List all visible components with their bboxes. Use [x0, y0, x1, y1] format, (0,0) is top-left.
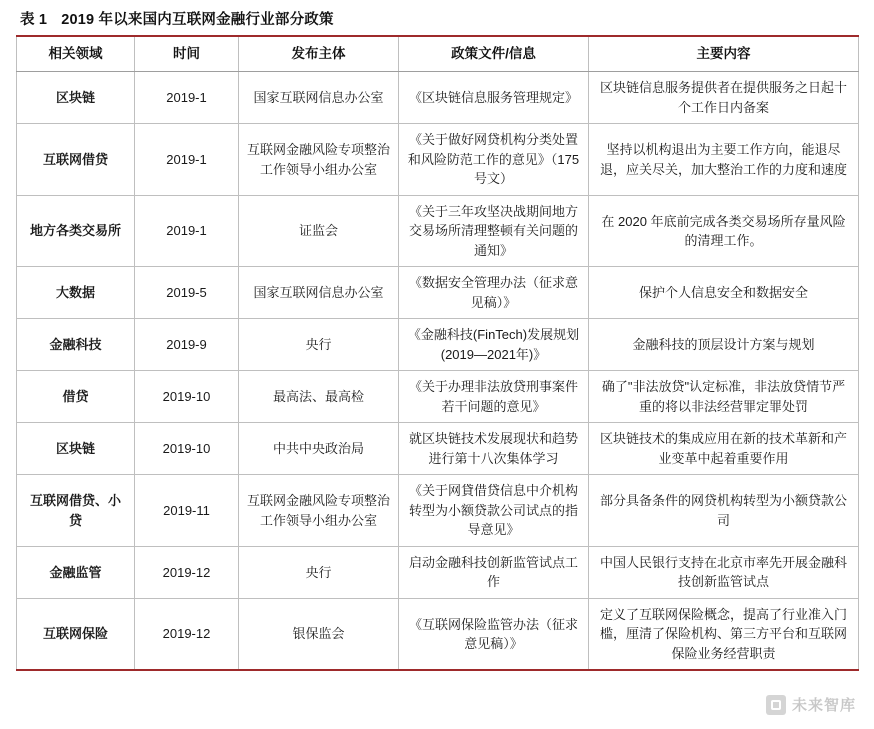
cell-document: 《关于做好网贷机构分类处置和风险防范工作的意见》（175 号文）: [399, 124, 589, 196]
caption-title: 2019 年以来国内互联网金融行业部分政策: [61, 12, 334, 28]
cell-issuer: 证监会: [239, 195, 399, 267]
cell-document: 《关于网貸借贷信息中介机构转型为小额贷款公司试点的指导意见》: [399, 475, 589, 547]
column-header-time: 时间: [135, 36, 239, 72]
table-caption: [16, 6, 858, 35]
cell-issuer: 银保监会: [239, 598, 399, 670]
cell-time: 2019-10: [135, 371, 239, 423]
cell-field: 金融科技: [17, 319, 135, 371]
cell-document: 《区块链信息服务管理规定》: [399, 72, 589, 124]
table-row: [17, 423, 859, 475]
cell-document: 《互联网保险监管办法（征求意见稿）》: [399, 598, 589, 670]
column-header-content: 主要内容: [589, 36, 859, 72]
table-row: [17, 598, 859, 670]
cell-issuer: 央行: [239, 319, 399, 371]
cell-time: 2019-10: [135, 423, 239, 475]
cell-time: 2019-12: [135, 598, 239, 670]
cell-document: 《数据安全管理办法（征求意见稿）》: [399, 267, 589, 319]
cell-document: 《金融科技(FinTech)发展规划(2019—2021年)》: [399, 319, 589, 371]
cell-issuer: 最高法、最高检: [239, 371, 399, 423]
table-head: [17, 36, 859, 72]
square-logo-icon: [766, 695, 786, 715]
cell-field: 借贷: [17, 371, 135, 423]
cell-time: 2019-11: [135, 475, 239, 547]
cell-content: 区块链技术的集成应用在新的技术革新和产业变革中起着重要作用: [589, 423, 859, 475]
table-row: [17, 319, 859, 371]
cell-time: 2019-1: [135, 195, 239, 267]
column-header-document: 政策文件/信息: [399, 36, 589, 72]
cell-content: 保护个人信息安全和数据安全: [589, 267, 859, 319]
cell-field: 金融监管: [17, 546, 135, 598]
table-row: [17, 371, 859, 423]
cell-content: 坚持以机构退出为主要工作方向，能退尽退，应关尽关，加大整治工作的力度和速度: [589, 124, 859, 196]
watermark: [766, 694, 856, 715]
table-body: [17, 72, 859, 671]
table-row: [17, 546, 859, 598]
cell-field: 大数据: [17, 267, 135, 319]
cell-content: 部分具备条件的网贷机构转型为小额贷款公司: [589, 475, 859, 547]
cell-issuer: 央行: [239, 546, 399, 598]
cell-content: 区块链信息服务提供者在提供服务之日起十个工作日内备案: [589, 72, 859, 124]
table-row: [17, 267, 859, 319]
cell-content: 定义了互联网保险概念，提高了行业准入门槛，厘清了保险机构、第三方平台和互联网保险业务经营职责: [589, 598, 859, 670]
cell-content: 中国人民银行支持在北京市率先开展金融科技创新监管试点: [589, 546, 859, 598]
table-row: [17, 195, 859, 267]
cell-time: 2019-5: [135, 267, 239, 319]
cell-document: 《关于三年攻坚决战期间地方交易场所清理整顿有关问题的通知》: [399, 195, 589, 267]
column-header-field: 相关领域: [17, 36, 135, 72]
cell-issuer: 国家互联网信息办公室: [239, 267, 399, 319]
cell-issuer: 互联网金融风险专项整治工作领导小组办公室: [239, 124, 399, 196]
cell-time: 2019-1: [135, 124, 239, 196]
watermark-label: 未来智库: [791, 697, 856, 714]
cell-content: 金融科技的顶层设计方案与规划: [589, 319, 859, 371]
cell-field: 区块链: [17, 423, 135, 475]
policy-table: [16, 35, 859, 671]
cell-time: 2019-1: [135, 72, 239, 124]
table-row: [17, 475, 859, 547]
cell-issuer: 互联网金融风险专项整治工作领导小组办公室: [239, 475, 399, 547]
cell-time: 2019-12: [135, 546, 239, 598]
cell-field: 互联网借贷: [17, 124, 135, 196]
cell-content: 确了"非法放贷"认定标准，非法放贷情节严重的将以非法经营罪定罪处罚: [589, 371, 859, 423]
table-header-row: [17, 36, 859, 72]
column-header-issuer: 发布主体: [239, 36, 399, 72]
cell-field: 互联网借贷、小贷: [17, 475, 135, 547]
cell-document: 启动金融科技创新监管试点工作: [399, 546, 589, 598]
cell-issuer: 中共中央政治局: [239, 423, 399, 475]
table-row: [17, 72, 859, 124]
cell-time: 2019-9: [135, 319, 239, 371]
cell-field: 区块链: [17, 72, 135, 124]
cell-field: 地方各类交易所: [17, 195, 135, 267]
caption-number: 表 1: [20, 12, 48, 28]
cell-content: 在 2020 年底前完成各类交易场所存量风险的清理工作。: [589, 195, 859, 267]
table-row: [17, 124, 859, 196]
cell-field: 互联网保险: [17, 598, 135, 670]
cell-document: 就区块链技术发展现状和趋势进行第十八次集体学习: [399, 423, 589, 475]
cell-document: 《关于办理非法放贷刑事案件若干问题的意见》: [399, 371, 589, 423]
cell-issuer: 国家互联网信息办公室: [239, 72, 399, 124]
